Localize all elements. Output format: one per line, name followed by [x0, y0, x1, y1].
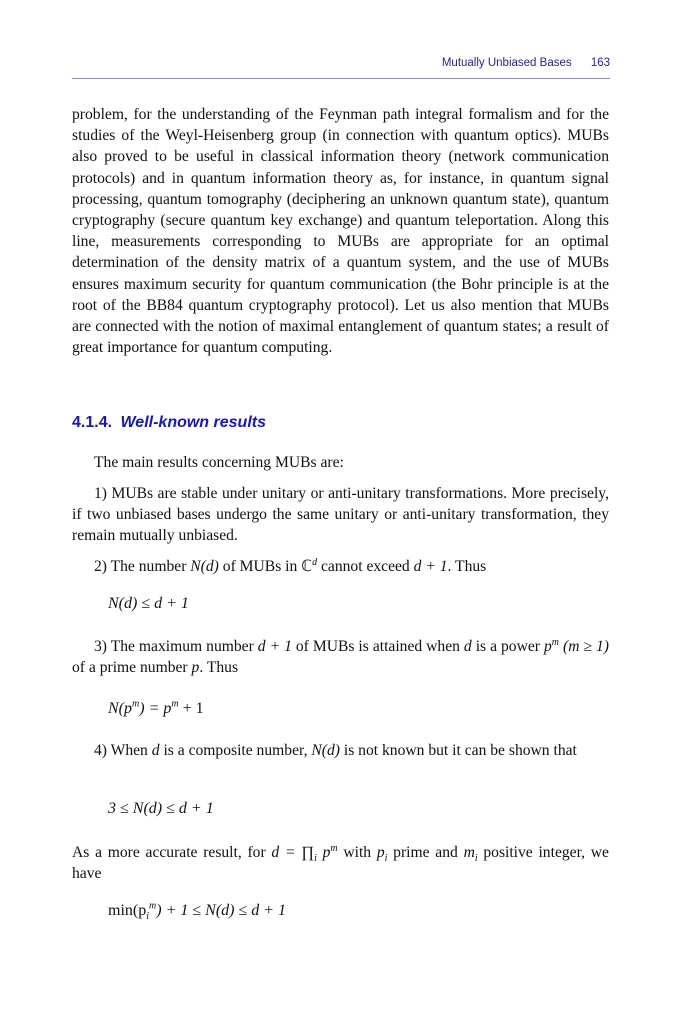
equation-1-body: N(d) ≤ d + 1 — [108, 595, 189, 612]
result-4 — [72, 740, 609, 761]
math-d-b: d — [151, 742, 160, 759]
result-4-text-b: is a composite number, — [159, 742, 312, 759]
equation-4-sub: i — [146, 911, 149, 923]
equation-4-exp: m — [149, 900, 157, 912]
result-4-text-a: 4) When — [94, 742, 152, 759]
equation-4 — [108, 900, 287, 923]
result-2-text-d: . Thus — [447, 558, 487, 575]
math-m-i-sub: i — [474, 853, 478, 865]
result-2-text-b: of MUBs in — [218, 558, 302, 575]
result-3 — [72, 636, 609, 678]
math-d: d — [463, 638, 472, 655]
math-p-i: p — [376, 844, 385, 861]
equation-3 — [108, 800, 214, 818]
result-3-text-d: of a prime number — [72, 659, 192, 677]
result-1: 1) MUBs are stable under unitary or anti-unitary transformations. More precisely, if two unbiased bases undergo the same unitary or anti-unitary transformation, they remain mutually unbiased. — [72, 485, 609, 545]
result-4-text-c: is not known but it can be shown that — [339, 742, 577, 759]
result-5-text-c: prime and — [387, 844, 464, 861]
math-N-d-b: N(d) — [311, 742, 340, 759]
result-3-text-e: . Thus — [199, 659, 239, 677]
math-C: ℂ — [301, 558, 313, 575]
math-p-base: p — [543, 638, 552, 655]
result-2-text-a: 2) The number — [94, 558, 191, 575]
math-product-index: i — [314, 853, 317, 865]
result-5-text-b: with — [337, 844, 377, 861]
math-p: p — [191, 659, 200, 677]
section-number: 4.1.4. — [72, 414, 113, 431]
math-d-plus-1: d + 1 — [413, 558, 448, 575]
page-number: 163 — [590, 57, 610, 69]
math-product: d = ∏ — [271, 844, 315, 861]
result-5 — [72, 842, 609, 884]
math-p-i-base: p — [322, 844, 331, 861]
result-3-text-a: 3) The maximum number — [94, 638, 258, 655]
math-C-exp: d — [312, 556, 318, 568]
result-5-text-a: As a more accurate result, for — [72, 844, 272, 861]
math-N-d: N(d) — [190, 558, 219, 575]
header-rule — [72, 78, 610, 79]
running-head — [72, 57, 610, 69]
math-m-exp: m — [551, 636, 559, 648]
running-title: Mutually Unbiased Bases — [441, 57, 572, 69]
equation-2-lhs: N(p — [108, 700, 132, 717]
equation-4-tail: ) + 1 ≤ N(d) ≤ d + 1 — [156, 902, 287, 919]
equation-4-head: min(p — [108, 902, 147, 919]
math-m-ge-1: (m ≥ 1) — [563, 638, 609, 655]
result-3-text-c: is a power — [471, 638, 544, 655]
result-3-text-b: of MUBs is attained when — [291, 638, 464, 655]
math-m-i-exp: m — [330, 842, 338, 854]
result-2-text-c: cannot exceed — [317, 558, 414, 575]
section-title: Well-known results — [120, 414, 266, 431]
equation-2 — [108, 700, 204, 718]
equation-2-rhs: ) = p — [139, 700, 172, 717]
results-lead-in: The main results concerning MUBs are: — [94, 454, 344, 471]
equation-2-tail: + 1 — [178, 700, 204, 717]
math-m-i: m — [463, 844, 475, 861]
equation-1 — [108, 595, 189, 613]
result-2 — [72, 556, 609, 577]
equation-2-exp-2: m — [171, 698, 179, 710]
math-d-plus-1-b: d + 1 — [257, 638, 292, 655]
result-5-text-d: positive integer, we have — [72, 844, 609, 883]
equation-3-body: 3 ≤ N(d) ≤ d + 1 — [108, 800, 214, 817]
equation-2-exp-1: m — [132, 698, 140, 710]
intro-paragraph: problem, for the understanding of the Feynman path integral formalism and for the studies of the Weyl-Heisenberg group (in connection with quantum optics). MUBs also proved to be useful in classical information theory (network communication protocols) and in quantum information theory as, for instance, in quantum signal processing, quantum tomography (deciphering an unknown quantum state), quantum cryptography (secure quantum key exchange) and quantum teleportation. Along this line, measurements corresponding to MUBs are appropriate for an optimal determination of the density matrix of a quantum system, and the use of MUBs ensures maximum security for quantum communication (the Bohr principle is at the root of the BB84 quantum cryptography protocol). Let us also mention that MUBs are connected with the notion of maximal entanglement of quantum states; a result of great importance for quantum computing. — [72, 106, 609, 357]
math-p-i-sub: i — [384, 853, 388, 865]
section-heading — [72, 414, 266, 432]
